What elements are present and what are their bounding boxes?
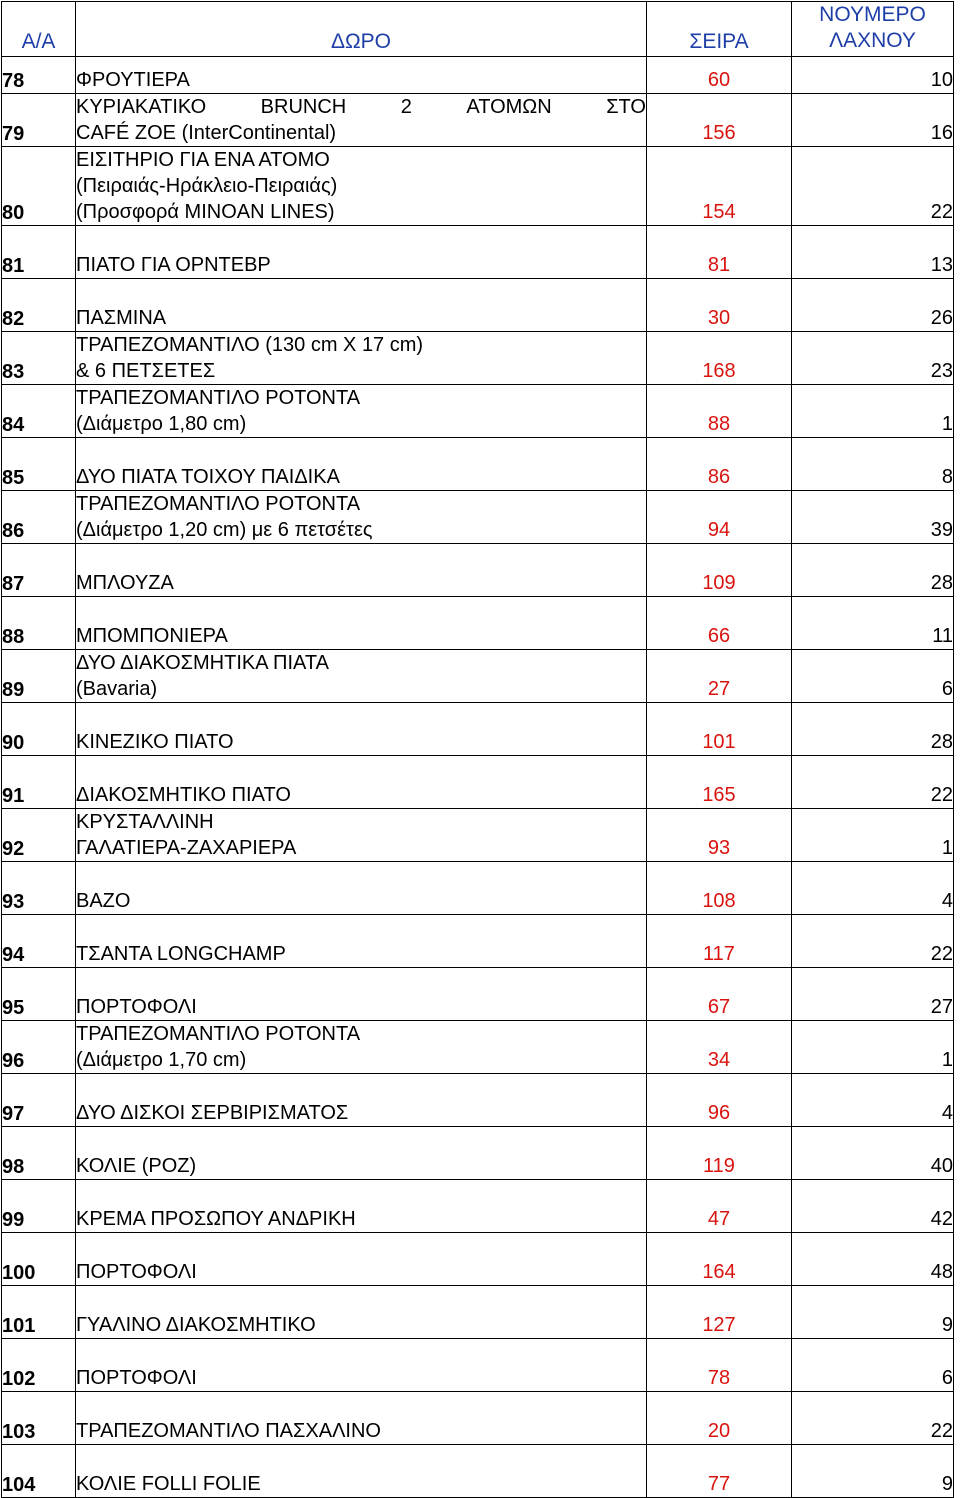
row-aa: 103 xyxy=(2,1392,76,1445)
row-gift xyxy=(76,756,647,809)
table-row xyxy=(2,1127,954,1180)
row-gift xyxy=(76,94,647,147)
gift-line: ΤΡΑΠΕΖΟΜΑΝΤΙΛΟ ΡΟΤΟΝΤΑ xyxy=(76,387,361,409)
row-gift xyxy=(76,915,647,968)
row-aa: 97 xyxy=(2,1074,76,1127)
row-number: 11 xyxy=(792,597,954,650)
gift-word: BRUNCH xyxy=(260,96,347,118)
row-series: 117 xyxy=(647,915,792,968)
table-row xyxy=(2,1021,954,1074)
row-aa: 102 xyxy=(2,1339,76,1392)
table-row xyxy=(2,94,954,147)
row-number: 42 xyxy=(792,1180,954,1233)
row-gift xyxy=(76,226,647,279)
row-series: 154 xyxy=(647,147,792,226)
table-row xyxy=(2,332,954,385)
row-number: 10 xyxy=(792,57,954,94)
gift-line: ΠΑΣΜΙΝΑ xyxy=(76,307,167,329)
row-gift xyxy=(76,1233,647,1286)
gift-word: ΚΥΡΙΑΚΑΤΙΚΟ xyxy=(76,96,207,118)
gift-word: ΑΤΟΜΩΝ xyxy=(466,96,552,118)
row-number: 1 xyxy=(792,1021,954,1074)
row-gift xyxy=(76,862,647,915)
row-aa: 88 xyxy=(2,597,76,650)
row-series: 88 xyxy=(647,385,792,438)
row-aa: 91 xyxy=(2,756,76,809)
header-number: ΝΟΥΜΕΡΟ ΛΑΧΝΟΥ xyxy=(792,2,954,57)
row-number: 22 xyxy=(792,915,954,968)
table-row xyxy=(2,438,954,491)
row-series: 164 xyxy=(647,1233,792,1286)
row-aa: 85 xyxy=(2,438,76,491)
row-gift xyxy=(76,147,647,226)
gift-line: ΔΥΟ ΠΙΑΤΑ ΤΟΙΧΟΥ ΠΑΙΔΙΚΑ xyxy=(76,466,340,488)
row-series: 86 xyxy=(647,438,792,491)
gift-line: ΜΠΛΟΥΖΑ xyxy=(76,572,174,594)
gift-line xyxy=(76,94,646,120)
row-aa: 100 xyxy=(2,1233,76,1286)
row-aa: 87 xyxy=(2,544,76,597)
row-gift xyxy=(76,1127,647,1180)
table-row xyxy=(2,650,954,703)
row-gift xyxy=(76,1286,647,1339)
row-number: 22 xyxy=(792,147,954,226)
row-aa: 101 xyxy=(2,1286,76,1339)
table-row xyxy=(2,1180,954,1233)
gift-line: ΓΑΛΑΤΙΕΡΑ-ΖΑΧΑΡΙΕΡΑ xyxy=(76,837,297,859)
row-aa: 89 xyxy=(2,650,76,703)
gift-line: ΤΣΑΝΤΑ LONGCHAMP xyxy=(76,943,286,965)
gift-line: ΒΑΖΟ xyxy=(76,890,131,912)
table-row xyxy=(2,1339,954,1392)
row-aa: 92 xyxy=(2,809,76,862)
row-aa: 94 xyxy=(2,915,76,968)
row-series: 60 xyxy=(647,57,792,94)
gift-line: ΚΟΛΙΕ (ΡΟΖ) xyxy=(76,1155,197,1177)
row-gift xyxy=(76,968,647,1021)
table-row xyxy=(2,703,954,756)
row-aa: 86 xyxy=(2,491,76,544)
row-number: 4 xyxy=(792,862,954,915)
row-series: 78 xyxy=(647,1339,792,1392)
gift-line: ΓΥΑΛΙΝΟ ΔΙΑΚΟΣΜΗΤΙΚΟ xyxy=(76,1314,316,1336)
row-number: 16 xyxy=(792,94,954,147)
row-series: 47 xyxy=(647,1180,792,1233)
gift-line: (Διάμετρο 1,70 cm) xyxy=(76,1049,247,1071)
row-aa: 82 xyxy=(2,279,76,332)
row-number: 9 xyxy=(792,1286,954,1339)
table-row xyxy=(2,491,954,544)
row-aa: 95 xyxy=(2,968,76,1021)
row-aa: 90 xyxy=(2,703,76,756)
gift-line: (Διάμετρο 1,80 cm) xyxy=(76,413,247,435)
gift-line: ΠΟΡΤΟΦΟΛΙ xyxy=(76,996,197,1018)
row-number: 22 xyxy=(792,756,954,809)
gift-word: ΣΤΟ xyxy=(606,96,646,118)
table-row xyxy=(2,809,954,862)
row-gift xyxy=(76,491,647,544)
gift-line: ΠΙΑΤΟ ΓΙΑ ΟΡΝΤΕΒΡ xyxy=(76,254,271,276)
table-row xyxy=(2,1233,954,1286)
row-aa: 104 xyxy=(2,1445,76,1498)
gift-line: ΠΟΡΤΟΦΟΛΙ xyxy=(76,1367,197,1389)
gift-word: 2 xyxy=(400,96,412,118)
gift-line: ΚΟΛΙΕ FOLLI FOLIE xyxy=(76,1473,261,1495)
row-gift xyxy=(76,597,647,650)
row-gift xyxy=(76,1074,647,1127)
row-number: 9 xyxy=(792,1445,954,1498)
row-gift xyxy=(76,438,647,491)
row-series: 168 xyxy=(647,332,792,385)
row-gift xyxy=(76,332,647,385)
row-series: 93 xyxy=(647,809,792,862)
row-number: 39 xyxy=(792,491,954,544)
table-header xyxy=(2,2,954,57)
gift-line: ΚΡΥΣΤΑΛΛΙΝΗ xyxy=(76,811,214,833)
header-aa: Α/Α xyxy=(2,2,76,57)
row-gift xyxy=(76,1021,647,1074)
row-series: 27 xyxy=(647,650,792,703)
gift-line: ΤΡΑΠΕΖΟΜΑΝΤΙΛΟ ΠΑΣΧΑΛΙΝΟ xyxy=(76,1420,381,1442)
gift-line: ΔΥΟ ΔΙΑΚΟΣΜΗΤΙΚΑ ΠΙΑΤΑ xyxy=(76,652,329,674)
row-gift xyxy=(76,1180,647,1233)
row-series: 20 xyxy=(647,1392,792,1445)
gift-line: ΔΥΟ ΔΙΣΚΟΙ ΣΕΡΒΙΡΙΣΜΑΤΟΣ xyxy=(76,1102,349,1124)
row-aa: 84 xyxy=(2,385,76,438)
lottery-results-table xyxy=(1,1,954,1498)
row-series: 101 xyxy=(647,703,792,756)
table-row xyxy=(2,968,954,1021)
gift-line: & 6 ΠΕΤΣΕΤΕΣ xyxy=(76,360,216,382)
row-gift xyxy=(76,385,647,438)
table-row xyxy=(2,756,954,809)
row-series: 96 xyxy=(647,1074,792,1127)
row-number: 48 xyxy=(792,1233,954,1286)
gift-line: ΦΡΟΥΤΙΕΡΑ xyxy=(76,69,190,91)
row-series: 67 xyxy=(647,968,792,1021)
row-aa: 99 xyxy=(2,1180,76,1233)
gift-line: ΤΡΑΠΕΖΟΜΑΝΤΙΛΟ ΡΟΤΟΝΤΑ xyxy=(76,493,361,515)
gift-line: ΔΙΑΚΟΣΜΗΤΙΚΟ ΠΙΑΤΟ xyxy=(76,784,291,806)
row-gift xyxy=(76,1445,647,1498)
row-gift xyxy=(76,809,647,862)
row-series: 94 xyxy=(647,491,792,544)
row-gift xyxy=(76,279,647,332)
row-number: 1 xyxy=(792,809,954,862)
row-series: 81 xyxy=(647,226,792,279)
gift-line: ΤΡΑΠΕΖΟΜΑΝΤΙΛΟ (130 cm X 17 cm) xyxy=(76,334,424,356)
row-gift xyxy=(76,1339,647,1392)
row-aa: 78 xyxy=(2,57,76,94)
gift-line: ΕΙΣΙΤΗΡΙΟ ΓΙΑ ΕΝΑ ΑΤΟΜΟ xyxy=(76,149,330,171)
gift-line: ΚΙΝΕΖΙΚΟ ΠΙΑΤΟ xyxy=(76,731,234,753)
header-series: ΣΕΙΡΑ xyxy=(647,2,792,57)
gift-line: CAFÉ ZOE (InterContinental) xyxy=(76,122,337,144)
table-row xyxy=(2,385,954,438)
table-row xyxy=(2,915,954,968)
header-gift: ΔΩΡΟ xyxy=(76,2,647,57)
row-series: 77 xyxy=(647,1445,792,1498)
row-number: 13 xyxy=(792,226,954,279)
gift-line: (Bavaria) xyxy=(76,678,158,700)
table-row xyxy=(2,147,954,226)
gift-line: ΤΡΑΠΕΖΟΜΑΝΤΙΛΟ ΡΟΤΟΝΤΑ xyxy=(76,1023,361,1045)
row-number: 26 xyxy=(792,279,954,332)
row-number: 22 xyxy=(792,1392,954,1445)
row-number: 4 xyxy=(792,1074,954,1127)
row-series: 165 xyxy=(647,756,792,809)
row-number: 23 xyxy=(792,332,954,385)
row-aa: 93 xyxy=(2,862,76,915)
row-series: 119 xyxy=(647,1127,792,1180)
row-series: 109 xyxy=(647,544,792,597)
row-series: 108 xyxy=(647,862,792,915)
row-aa: 83 xyxy=(2,332,76,385)
row-aa: 81 xyxy=(2,226,76,279)
gift-line: ΠΟΡΤΟΦΟΛΙ xyxy=(76,1261,197,1283)
gift-line: ΜΠΟΜΠΟΝΙΕΡΑ xyxy=(76,625,228,647)
row-series: 66 xyxy=(647,597,792,650)
row-number: 6 xyxy=(792,1339,954,1392)
row-series: 30 xyxy=(647,279,792,332)
row-gift xyxy=(76,703,647,756)
table-row xyxy=(2,1392,954,1445)
table-row xyxy=(2,862,954,915)
row-aa: 98 xyxy=(2,1127,76,1180)
row-number: 27 xyxy=(792,968,954,1021)
gift-line: (Πειραιάς-Ηράκλειο-Πειραιάς) xyxy=(76,175,338,197)
row-number: 6 xyxy=(792,650,954,703)
table-row xyxy=(2,1286,954,1339)
table-row xyxy=(2,544,954,597)
table-row xyxy=(2,1074,954,1127)
table-row xyxy=(2,57,954,94)
row-number: 1 xyxy=(792,385,954,438)
gift-line: (Προσφορά MINOAN LINES) xyxy=(76,201,335,223)
row-number: 8 xyxy=(792,438,954,491)
row-series: 156 xyxy=(647,94,792,147)
row-aa: 96 xyxy=(2,1021,76,1074)
table-row xyxy=(2,226,954,279)
row-gift xyxy=(76,1392,647,1445)
gift-line: ΚΡΕΜΑ ΠΡΟΣΩΠΟΥ ΑΝΔΡΙΚΗ xyxy=(76,1208,356,1230)
row-gift xyxy=(76,650,647,703)
table-row xyxy=(2,597,954,650)
row-number: 40 xyxy=(792,1127,954,1180)
row-series: 34 xyxy=(647,1021,792,1074)
row-aa: 80 xyxy=(2,147,76,226)
row-number: 28 xyxy=(792,544,954,597)
row-aa: 79 xyxy=(2,94,76,147)
row-number: 28 xyxy=(792,703,954,756)
table-row xyxy=(2,1445,954,1498)
row-gift xyxy=(76,57,647,94)
row-gift xyxy=(76,544,647,597)
gift-line: (Διάμετρο 1,20 cm) με 6 πετσέτες xyxy=(76,519,373,541)
table-row xyxy=(2,279,954,332)
table-body xyxy=(2,57,954,1498)
row-series: 127 xyxy=(647,1286,792,1339)
